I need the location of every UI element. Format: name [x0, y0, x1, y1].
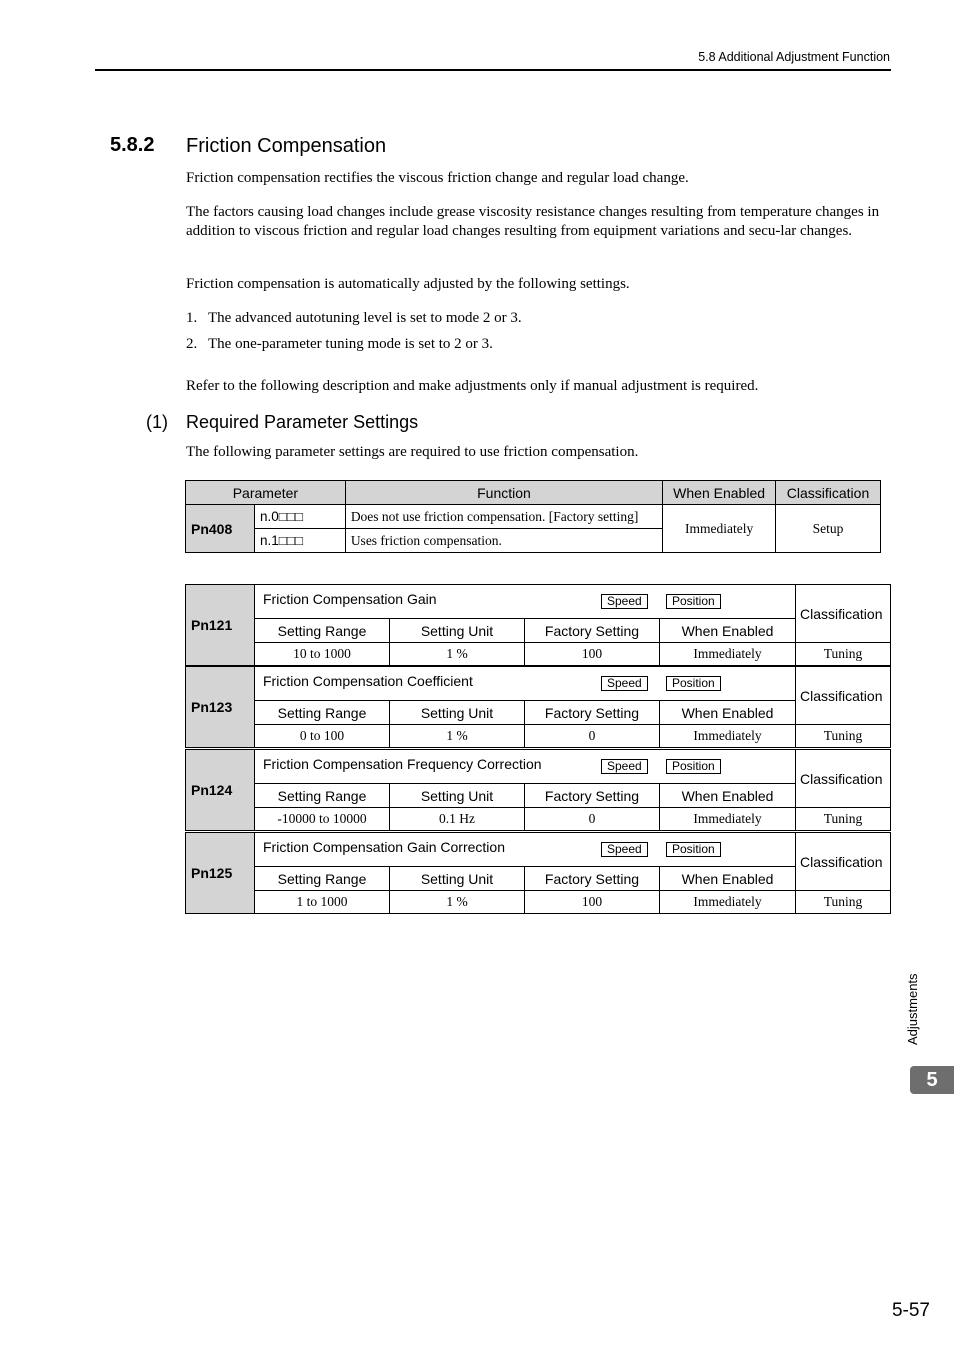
setting-range-value: 10 to 1000 — [255, 643, 390, 666]
pn408-function-1: Uses friction compensation. — [345, 529, 662, 553]
header-classification: Classification — [776, 481, 881, 505]
param-name: Friction Compensation Frequency Correction — [263, 756, 542, 772]
intro-paragraph: Friction compensation rectifies the viscous friction change and regular load change. — [186, 170, 689, 186]
param-table-pn121 — [185, 584, 891, 666]
pn408-setting-0: n.0□□□ — [254, 505, 345, 529]
setting-unit-label: Setting Unit — [390, 784, 525, 808]
factory-setting-value: 100 — [525, 643, 660, 666]
param-table-pn124 — [185, 749, 891, 831]
factory-setting-label: Factory Setting — [525, 701, 660, 725]
section-title: Friction Compensation — [186, 135, 387, 157]
manual-adjust-paragraph: Refer to the following description and make adjustments only if manual adjustment is required. — [186, 378, 759, 394]
when-enabled-value: Immediately — [660, 643, 796, 666]
subsection-intro: The following parameter settings are required to use friction compensation. — [186, 444, 639, 460]
setting-range-value: 0 to 100 — [255, 725, 390, 748]
setting-unit-label: Setting Unit — [390, 619, 525, 643]
param-name: Friction Compensation Coefficient — [263, 673, 473, 689]
header-when-enabled: When Enabled — [663, 481, 776, 505]
when-enabled-value: Immediately — [660, 808, 796, 831]
position-tag: Position — [666, 676, 721, 691]
speed-tag: Speed — [601, 759, 648, 774]
classification-value: Tuning — [796, 643, 891, 666]
condition-1-number: 1. — [186, 310, 198, 326]
setting-unit-value: 1 % — [390, 891, 525, 914]
pn408-id: Pn408 — [186, 505, 255, 553]
position-tag: Position — [666, 759, 721, 774]
factory-setting-label: Factory Setting — [525, 619, 660, 643]
param-name-cell — [255, 667, 796, 701]
when-enabled-value: Immediately — [660, 891, 796, 914]
speed-tag: Speed — [601, 594, 648, 609]
pn408-table — [185, 480, 881, 553]
when-enabled-label: When Enabled — [660, 867, 796, 891]
factory-setting-value: 0 — [525, 725, 660, 748]
when-enabled-label: When Enabled — [660, 701, 796, 725]
setting-unit-label: Setting Unit — [390, 701, 525, 725]
when-enabled-label: When Enabled — [660, 784, 796, 808]
running-header: 5.8 Additional Adjustment Function — [698, 50, 890, 64]
factory-setting-label: Factory Setting — [525, 867, 660, 891]
position-tag: Position — [666, 842, 721, 857]
setting-range-label: Setting Range — [255, 867, 390, 891]
subsection-title: Required Parameter Settings — [186, 412, 419, 432]
param-name-cell — [255, 585, 796, 619]
page-number: 5-57 — [891, 1300, 930, 1321]
speed-tag: Speed — [601, 676, 648, 691]
setting-range-label: Setting Range — [255, 701, 390, 725]
classification-value: Tuning — [796, 808, 891, 831]
param-name-cell — [255, 750, 796, 784]
factory-setting-value: 0 — [525, 808, 660, 831]
setting-unit-label: Setting Unit — [390, 867, 525, 891]
classification-value: Tuning — [796, 725, 891, 748]
setting-range-value: -10000 to 10000 — [255, 808, 390, 831]
classification-label: Classification — [796, 750, 891, 808]
param-id: Pn125 — [186, 833, 255, 914]
setting-unit-value: 0.1 Hz — [390, 808, 525, 831]
setting-unit-value: 1 % — [390, 643, 525, 666]
param-table-pn123 — [185, 666, 891, 748]
condition-2-number: 2. — [186, 336, 198, 352]
setting-range-value: 1 to 1000 — [255, 891, 390, 914]
pn408-when-enabled: Immediately — [663, 505, 776, 553]
auto-adjust-paragraph: Friction compensation is automatically adjusted by the following settings. — [186, 276, 630, 292]
when-enabled-label: When Enabled — [660, 619, 796, 643]
header-parameter: Parameter — [186, 481, 346, 505]
when-enabled-value: Immediately — [660, 725, 796, 748]
param-id: Pn123 — [186, 667, 255, 748]
factory-setting-label: Factory Setting — [525, 784, 660, 808]
param-name-cell — [255, 833, 796, 867]
header-function: Function — [345, 481, 662, 505]
pn408-setting-1: n.1□□□ — [254, 529, 345, 553]
param-table-pn125 — [185, 832, 891, 914]
param-id: Pn124 — [186, 750, 255, 831]
classification-label: Classification — [796, 667, 891, 725]
header-rule — [95, 69, 891, 71]
param-name: Friction Compensation Gain — [263, 591, 437, 607]
condition-2-text: The one-parameter tuning mode is set to 2 or 3. — [208, 336, 493, 352]
load-change-paragraph: The factors causing load changes include grease viscosity resistance changes resulting from temperature changes in addition to viscous friction and regular load changes resulting from equipment variations and secu-lar changes. — [186, 204, 880, 239]
chapter-side-label — [905, 965, 931, 1045]
classification-value: Tuning — [796, 891, 891, 914]
factory-setting-value: 100 — [525, 891, 660, 914]
chapter-side-label-text: Adjustments — [905, 973, 920, 1045]
setting-range-label: Setting Range — [255, 784, 390, 808]
chapter-tab: 5 — [910, 1066, 954, 1094]
pn408-classification: Setup — [776, 505, 881, 553]
param-name: Friction Compensation Gain Correction — [263, 839, 505, 855]
param-id: Pn121 — [186, 585, 255, 666]
condition-1-text: The advanced autotuning level is set to mode 2 or 3. — [208, 310, 522, 326]
setting-range-label: Setting Range — [255, 619, 390, 643]
section-number: 5.8.2 — [110, 134, 155, 156]
position-tag: Position — [666, 594, 721, 609]
speed-tag: Speed — [601, 842, 648, 857]
classification-label: Classification — [796, 833, 891, 891]
classification-label: Classification — [796, 585, 891, 643]
subsection-number: (1) — [146, 412, 168, 432]
setting-unit-value: 1 % — [390, 725, 525, 748]
pn408-function-0: Does not use friction compensation. [Factory setting] — [345, 505, 662, 529]
